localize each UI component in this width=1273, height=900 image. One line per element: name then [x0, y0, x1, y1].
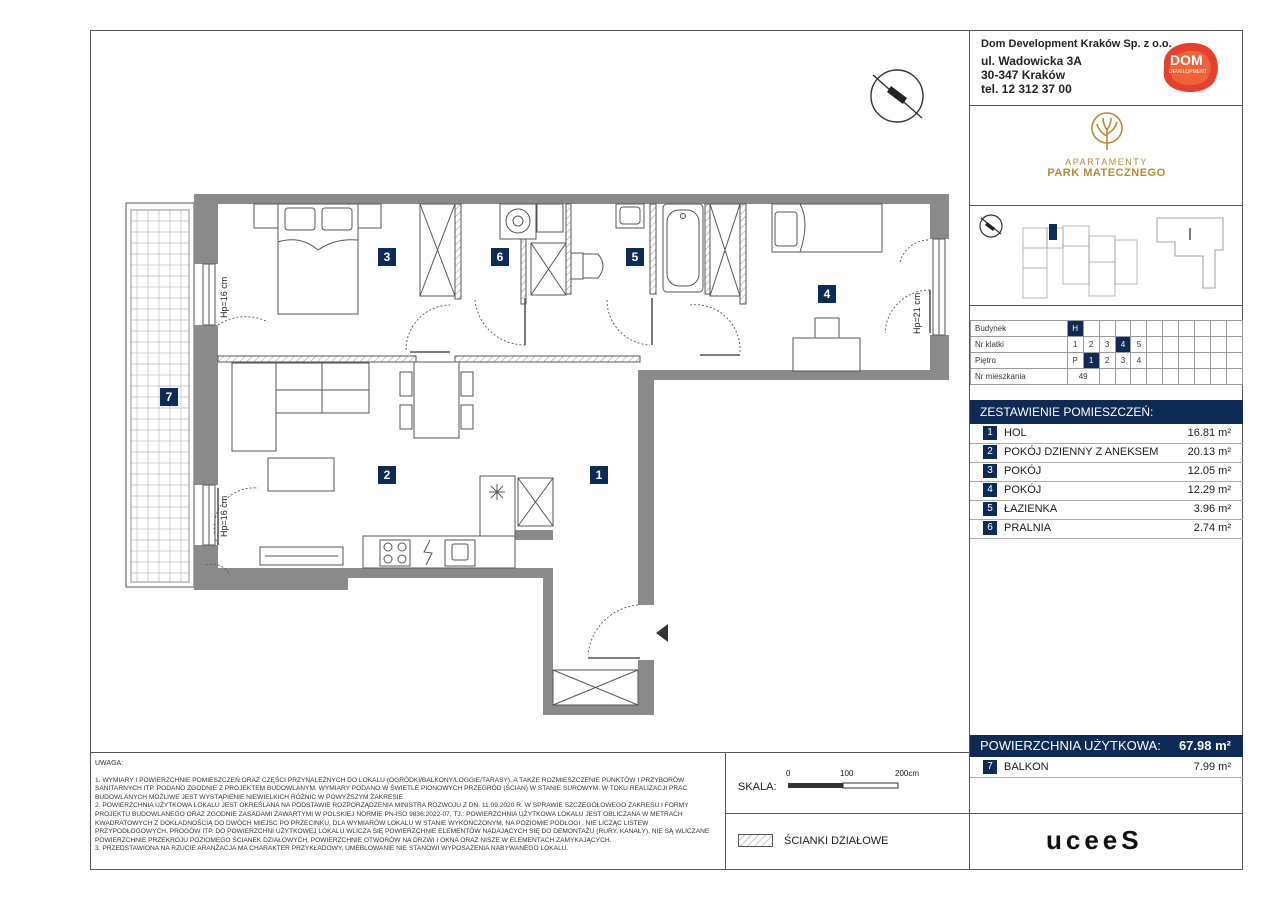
stair-label: Nr klatki [971, 337, 1068, 353]
key-plan [975, 212, 1240, 302]
room-row [970, 443, 1243, 463]
room-row-number: 4 [983, 483, 997, 497]
scale-graphic [788, 781, 908, 793]
apt-number-value: 49 [1067, 369, 1099, 385]
bed-room-3 [254, 204, 381, 314]
company-city: 30-347 Kraków [981, 68, 1066, 82]
brand-line-1: APARTAMENTY [1065, 157, 1148, 167]
room-row-number: 1 [983, 426, 997, 440]
note-3: 3. PRZEDSTAWIONA NA RZUCIE ARANŻACJA MA CHARAKTER PRZYKŁADOWY, UMEBLOWANIE NIE STANOWI WYPOSAŻENIA NABYWANEGO LOKALU. [95, 845, 569, 853]
scale-tick-200: 200cm [895, 769, 920, 778]
total-usable-area [970, 735, 1243, 757]
key-plan-apartment-marker [1049, 224, 1057, 240]
tree-emblem-icon [1087, 110, 1127, 152]
divider-3 [970, 305, 1243, 306]
room-row-number: 5 [983, 502, 997, 516]
living-room-furniture [232, 362, 473, 565]
floor-cell: 3 [1115, 353, 1131, 369]
stair-cell: 3 [1099, 337, 1115, 353]
room-label-living: 2 [378, 466, 396, 484]
park-matecznego-logo [970, 110, 1243, 179]
room-row-name: POKÓJ [1004, 484, 1042, 496]
company-phone: tel. 12 312 37 00 [981, 82, 1072, 96]
floor-cell: P [1067, 353, 1083, 369]
balcony-row-name: BALKON [1004, 761, 1049, 773]
location-table [970, 320, 1243, 385]
room-row-number: 6 [983, 521, 997, 535]
room-label-laundry: 6 [491, 248, 509, 266]
room-row [970, 462, 1243, 482]
notes-side-divider [725, 752, 726, 870]
sill-height-label-1: Hp=16 cm [219, 276, 229, 318]
north-arrow [871, 70, 923, 122]
room-label-balcony: 7 [160, 388, 178, 406]
room-label-bedroom-4: 4 [818, 285, 836, 303]
scale-label: SKALA: [738, 781, 777, 793]
room-label-bedroom-3: 3 [378, 248, 396, 266]
room-row [970, 519, 1243, 539]
room-row [970, 424, 1243, 444]
room-row [970, 481, 1243, 501]
dom-development-logo [1156, 38, 1224, 94]
floor-label: Piętro [971, 353, 1068, 369]
floor-cell: 4 [1131, 353, 1147, 369]
notes-title: UWAGA: [95, 760, 124, 767]
stair-cell: 2 [1083, 337, 1099, 353]
notes-divider [90, 752, 969, 753]
total-label: POWIERZCHNIA UŻYTKOWA: [980, 738, 1161, 753]
room-row-number: 3 [983, 464, 997, 478]
room-row-area: 16.81 m² [1187, 427, 1231, 439]
notes-block [95, 760, 715, 854]
divider-2 [970, 205, 1243, 206]
sill-height-label-3: Hp=21 cm [912, 292, 922, 334]
divider-4 [970, 813, 1243, 814]
balcony-row [970, 758, 1243, 778]
uceess-logo: uceeS [1046, 825, 1143, 855]
scale-tick-100: 100 [840, 769, 854, 778]
stair-cell: 5 [1131, 337, 1147, 353]
room-row-area: 20.13 m² [1187, 446, 1231, 458]
building-cell-selected: H [1067, 321, 1083, 337]
scale-divider [725, 813, 969, 814]
entrance-arrow [656, 624, 668, 642]
room-row-number: 2 [983, 445, 997, 459]
total-value: 67.98 m² [1178, 738, 1231, 753]
balcony-row-number: 7 [983, 760, 997, 774]
sill-height-label-2: Hp=16 cm [219, 495, 229, 537]
room-row-name: POKÓJ DZIENNY Z ANEKSEM [1004, 446, 1159, 458]
company-street: ul. Wadowicka 3A [981, 54, 1082, 68]
info-panel [969, 30, 1243, 870]
note-1: 1. WYMIARY I POWIERZCHNIE POMIESZCZEŃ ORAZ CZĘŚCI PRZYNALEŻNYCH DO LOKALU (OGRÓDKI/BALKONY/LOGGIE/TARASY), A TAKŻE ROZMIESZCZENIE PUNKTÓW I PRZYBORÓW SANITARNYCH ITP. PODANO ZGODNIE Z PROJEKTEM BUDOWLANYM. WYMIARY PODANO W ŚWIETLE PIONOWYCH PRZEGRÓD (ŚCIAN) W STANIE SUROWYM. W TOKU REALIZACJI PRAC BUDOWLANYCH MOŻLIWE JEST WYSTĄPIENIE NIEWIELKICH RÓŻNIC W POWYŻSZYM ZAKRESIE. [95, 776, 688, 801]
room-row-area: 2.74 m² [1193, 522, 1231, 534]
dom-logo-subtext: DEVELOPMENT [1169, 69, 1207, 75]
building-label: Budynek [971, 321, 1068, 337]
apt-number-label: Nr mieszkania [971, 369, 1068, 385]
stair-cell-selected: 4 [1115, 337, 1131, 353]
stair-cell: 1 [1067, 337, 1083, 353]
room-row-name: ŁAZIENKA [1004, 503, 1058, 515]
room-row-area: 3.96 m² [1193, 503, 1231, 515]
room-row-area: 12.29 m² [1187, 484, 1231, 496]
note-2: 2. POWIERZCHNIA UŻYTKOWA LOKALU JEST OKREŚLANA NA PODSTAWIE ROZPORZĄDZENIA MINISTRA ROZWOJU Z DN. 11.09.2020 R. W SPRAWIE SZCZEGÓŁOWEGO ZAKRESU I FORMY PROJEKTU BUDOWLANEGO ORAZ ZGODNIE ZASADAMI ZAWARTYMI W POLSKIEJ NORMIE PN-ISO 9836:2022-07, TJ.: POWIERZCHNIA UŻYTKOWA LOKALU JEST OBLICZANA W METRACH KWADRATOWYCH Z DOKŁADNOŚCIĄ DO DWÓCH MIEJSC PO PRZECINKU, DLA WYMIARÓW LOKALU W STANIE WYKOŃCZONYM, NA POZIOMIE PODŁOGI , NIE LICZĄC LISTEW PRZYPODŁOGOWYCH, PROGÓW ITP. DO POWIERZCHNI UŻYTKOWEJ LOKALU WLICZA SIĘ POWIERZCHNIE ELEMENTÓW NADAJĄCYCH SIĘ DO DEMONTAŻU (RURY, KANAŁY), NIE SĄ WLICZANE POWIERZCHNIE PRZEKROJU POZIOMEGO ŚCIANEK DZIAŁOWYCH, POWIERZCHNIE OTWORÓW NA DRZWI I OKNA ORAZ NISZE W ELEMENTACH ZAMYKAJĄCYCH. [95, 802, 710, 844]
floor-cell-selected: 1 [1083, 353, 1099, 369]
floor-cell: 2 [1099, 353, 1115, 369]
room-row-name: HOL [1004, 427, 1027, 439]
room-row [970, 500, 1243, 520]
room-row-name: POKÓJ [1004, 465, 1042, 477]
legend-label: ŚCIANKI DZIAŁOWE [784, 835, 889, 847]
room-label-bathroom: 5 [626, 248, 644, 266]
company-name: Dom Development Kraków Sp. z o.o. [981, 38, 1172, 50]
room-row-name: PRALNIA [1004, 522, 1052, 534]
room-label-hall: 1 [590, 466, 608, 484]
dom-logo-text: DOM [1170, 52, 1203, 68]
kitchen-unit [363, 476, 515, 568]
legend-hatch-swatch [738, 834, 774, 848]
room-row-area: 12.05 m² [1187, 465, 1231, 477]
brand-line-2: PARK MATECZNEGO [1047, 167, 1166, 179]
bathroom-fixtures [500, 204, 703, 292]
divider-1 [970, 105, 1243, 106]
rooms-list-header: ZESTAWIENIE POMIESZCZEŃ: [970, 400, 1243, 424]
scale-tick-0: 0 [786, 769, 791, 778]
balcony-row-area: 7.99 m² [1193, 761, 1231, 773]
